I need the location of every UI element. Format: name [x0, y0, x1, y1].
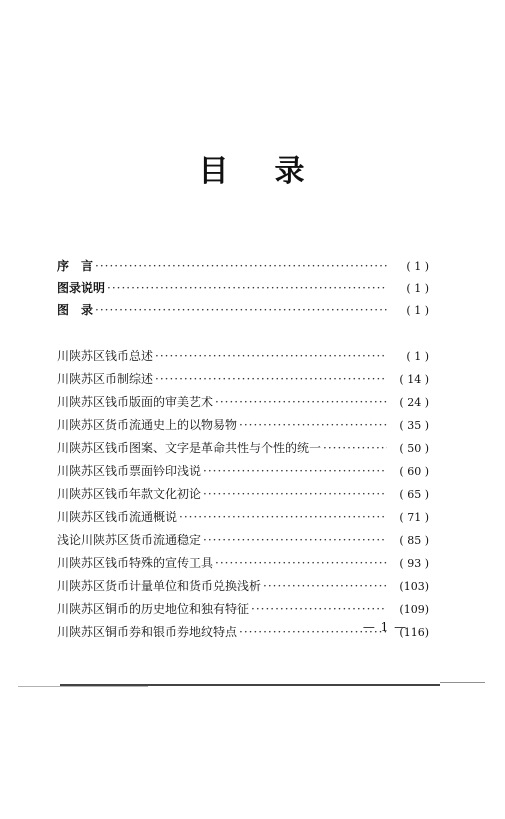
dot-leader	[239, 414, 387, 437]
toc-entry-title: 川陕苏区货币流通史上的以物易物	[57, 418, 238, 432]
toc-entry[interactable]	[57, 255, 429, 277]
toc-entry-page: ( 65 )	[399, 488, 429, 501]
dot-leader	[215, 552, 387, 575]
toc-entry-title: 川陕苏区铜币的历史地位和独有特征	[57, 602, 250, 616]
dot-leader	[155, 368, 387, 391]
dot-leader	[95, 255, 387, 277]
toc-entry-title: 川陕苏区货币计量单位和货币兑换浅析	[57, 579, 262, 593]
toc-entry-title: 浅论川陕苏区货币流通稳定	[57, 533, 202, 547]
dot-leader	[179, 506, 387, 529]
toc-entry-title: 图 录	[57, 303, 94, 317]
toc-entry[interactable]	[57, 345, 429, 368]
scan-edge-line	[18, 686, 148, 687]
dot-leader	[107, 277, 387, 299]
toc-entry-page: ( 1 )	[406, 260, 429, 273]
dot-leader	[203, 460, 387, 483]
toc-entry-title: 川陕苏区钱币图案、文字是革命共性与个性的统一	[57, 441, 322, 455]
toc-entry-title: 川陕苏区钱币流通概说	[57, 510, 178, 524]
toc-entry-title: 图录说明	[57, 281, 106, 295]
scan-edge-line	[440, 682, 485, 683]
toc-entry[interactable]	[57, 368, 429, 391]
dot-leader	[323, 437, 387, 460]
page-title-char-1: 目	[198, 154, 231, 189]
toc-entry[interactable]	[57, 483, 429, 506]
dot-leader	[251, 598, 387, 621]
toc-entry-title: 川陕苏区钱币票面钤印浅说	[57, 464, 202, 478]
toc-entry-page: ( 50 )	[399, 442, 429, 455]
dot-leader	[155, 345, 387, 368]
toc-entry-page: ( 14 )	[399, 373, 429, 386]
toc-entry-page: ( 93 )	[399, 557, 429, 570]
page-number: — 1 —	[362, 620, 408, 634]
dot-leader	[203, 529, 387, 552]
toc-entry[interactable]	[57, 575, 429, 598]
toc-entry[interactable]	[57, 277, 429, 299]
page-title-char-2: 录	[274, 154, 307, 189]
toc-entry[interactable]	[57, 437, 429, 460]
toc-entry[interactable]	[57, 552, 429, 575]
page-title	[0, 146, 505, 190]
toc-entry-title: 川陕苏区钱币年款文化初论	[57, 487, 202, 501]
dot-leader	[203, 483, 387, 506]
front-matter-list	[57, 255, 429, 321]
toc-entry-page: ( 24 )	[399, 396, 429, 409]
toc-entry-page: ( 85 )	[399, 534, 429, 547]
toc-entry[interactable]	[57, 391, 429, 414]
toc-entry-page: ( 1 )	[406, 282, 429, 295]
toc-entry[interactable]	[57, 299, 429, 321]
toc-entry-title: 川陕苏区币制综述	[57, 372, 154, 386]
toc-entry-page: (103)	[399, 580, 429, 593]
toc-entry-page: ( 60 )	[399, 465, 429, 478]
toc-entry-page: (109)	[399, 603, 429, 616]
dot-leader	[95, 299, 387, 321]
toc-entry-page: ( 35 )	[399, 419, 429, 432]
toc-entry[interactable]	[57, 414, 429, 437]
toc-entry-page: ( 1 )	[406, 350, 429, 363]
toc-entry-page: ( 71 )	[399, 511, 429, 524]
toc-entry[interactable]	[57, 460, 429, 483]
scan-edge-line	[60, 684, 440, 686]
toc-entry-page: (116)	[399, 626, 429, 639]
dot-leader	[215, 391, 387, 414]
toc-entry[interactable]	[57, 598, 429, 621]
toc-entry-title: 川陕苏区钱币版面的审美艺术	[57, 395, 214, 409]
toc-entry[interactable]	[57, 529, 429, 552]
toc-entry-title: 川陕苏区钱币总述	[57, 349, 154, 363]
toc-entry-page: ( 1 )	[406, 304, 429, 317]
dot-leader	[263, 575, 387, 598]
chapter-list	[57, 345, 429, 644]
toc-entry-title: 川陕苏区钱币特殊的宣传工具	[57, 556, 214, 570]
toc-entry-title: 序 言	[57, 259, 94, 273]
toc-entry-title: 川陕苏区铜币券和银币券地纹特点	[57, 625, 238, 639]
toc-entry[interactable]	[57, 506, 429, 529]
